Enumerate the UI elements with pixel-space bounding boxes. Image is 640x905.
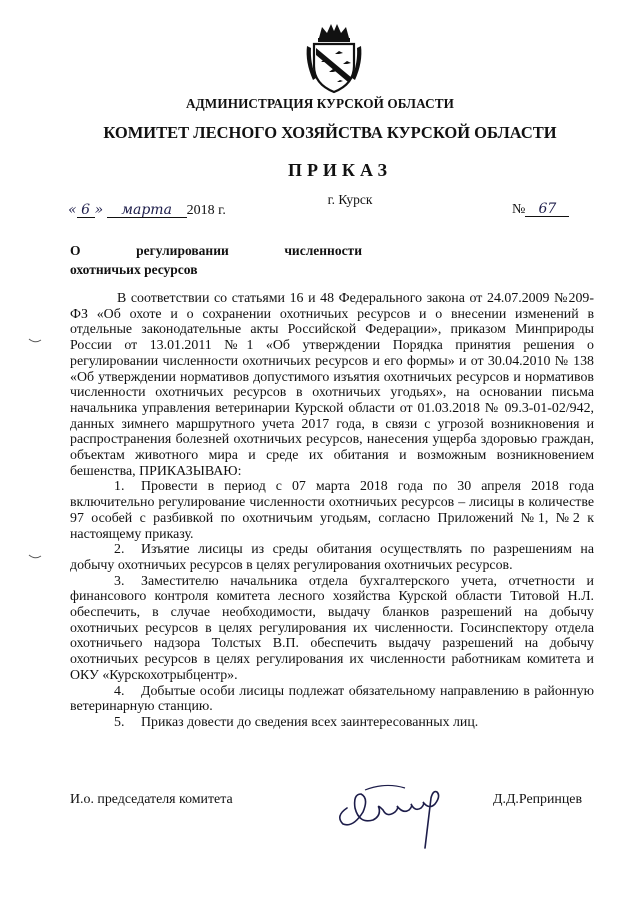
list-item xyxy=(70,684,594,715)
signer-title: И.о. председателя комитета xyxy=(70,792,233,807)
subject-word-3: численности xyxy=(284,243,362,258)
margin-mark xyxy=(28,338,42,344)
document-type: ПРИКАЗ xyxy=(287,160,393,180)
subject-line-2: охотничьих ресурсов xyxy=(70,262,198,277)
item-number: 2. xyxy=(114,542,125,558)
number-value: 67 xyxy=(525,203,569,217)
preamble: В соответствии со статьями 16 и 48 Федерального закона от 24.07.2009 №209-ФЗ «Об охоте и о сохранении охотничьих ресурсов и о внесении изменений в отдельные законодательные акты Российской Федерации», приказом Минприроды России от 13.01.2011 №1 «Об утверждении Порядка принятия решения о регулировании численности охотничьих ресурсов и его формы» и от 30.04.2010 № 138 «Об утверждении нормативов допустимого изъятия охотничьих ресурсов и нормативов численности охотничьих ресурсов в охотничьих угодьях», на основании письма начальника управления ветеринарии Курской области от 01.03.2018 № 09.3-01-02/942, данных зимнего маршрутного учета 2017 года, в связи с угрозой возникновения и распространения болезней охотничьих ресурсов, нанесения ущерба здоровью граждан, объектам животного мира и среде их обитания и возможным возникновением бешенства, ПРИКАЗЫВАЮ: xyxy=(70,291,594,479)
date-year: 2018 г. xyxy=(186,203,226,218)
city: г. Курск xyxy=(327,192,373,207)
number-prefix: № xyxy=(512,202,526,217)
document-number xyxy=(512,202,569,218)
document-date xyxy=(68,202,226,219)
signer-name: Д.Д.Репринцев xyxy=(493,792,583,807)
item-text: Добытые особи лисицы подлежат обязательному направлению в районную ветеринарную станцию. xyxy=(70,683,594,715)
date-day: 6 xyxy=(77,204,95,218)
item-number: 5. xyxy=(114,714,125,730)
date-month: марта xyxy=(107,204,187,218)
item-text: Приказ довести до сведения всех заинтересованных лиц. xyxy=(141,714,479,730)
date-close-quote: » xyxy=(94,202,104,218)
item-number: 4. xyxy=(114,683,125,699)
organization-name: АДМИНИСТРАЦИЯ КУРСКОЙ ОБЛАСТИ xyxy=(186,96,454,111)
item-text: Провести в период с 07 марта 2018 года по 30 апреля 2018 года включительно регулирование численности охотничьих ресурсов – лисицы в количестве 97 особей с разбивкой по охотничьим угодьям, согласно Приложений №1, №2 к настоящему приказу. xyxy=(70,479,594,542)
item-text: Заместителю начальника отдела бухгалтерского учета, отчетности и финансового контроля комитета лесного хозяйства Курской области Титовой Н.Л. обеспечить, в случае необходимости, выдачу бланков разрешений на добычу охотничьих ресурсов в целях регулирования их численности. Госинспектору отдела охотничьего надзора Толстых В.П. обеспечить выдачу разрешений на добычу охотничьих ресурсов в целях регулирования их численности работникам комитета и ОКУ «Курскохотрыбцентр». xyxy=(70,573,594,683)
subject-word-2: регулировании xyxy=(136,243,229,258)
list-item xyxy=(70,542,594,573)
handwritten-signature-icon xyxy=(325,768,465,853)
list-item xyxy=(70,574,594,684)
item-number: 3. xyxy=(114,573,125,589)
margin-mark xyxy=(28,554,42,560)
document-body xyxy=(70,291,594,731)
item-number: 1. xyxy=(114,479,125,495)
kursk-coat-of-arms-icon xyxy=(305,22,363,94)
committee-name: КОМИТЕТ ЛЕСНОГО ХОЗЯЙСТВА КУРСКОЙ ОБЛАСТИ xyxy=(103,123,557,142)
date-open-quote: « xyxy=(68,202,77,218)
document-subject xyxy=(70,241,362,279)
subject-word-1: О xyxy=(70,243,81,258)
list-item xyxy=(70,479,594,542)
item-text: Изъятие лисицы из среды обитания осуществлять по разрешениям на добычу охотничьих ресурсов в целях регулирования охотничьих ресурсов. xyxy=(70,542,594,573)
list-item xyxy=(70,715,594,731)
